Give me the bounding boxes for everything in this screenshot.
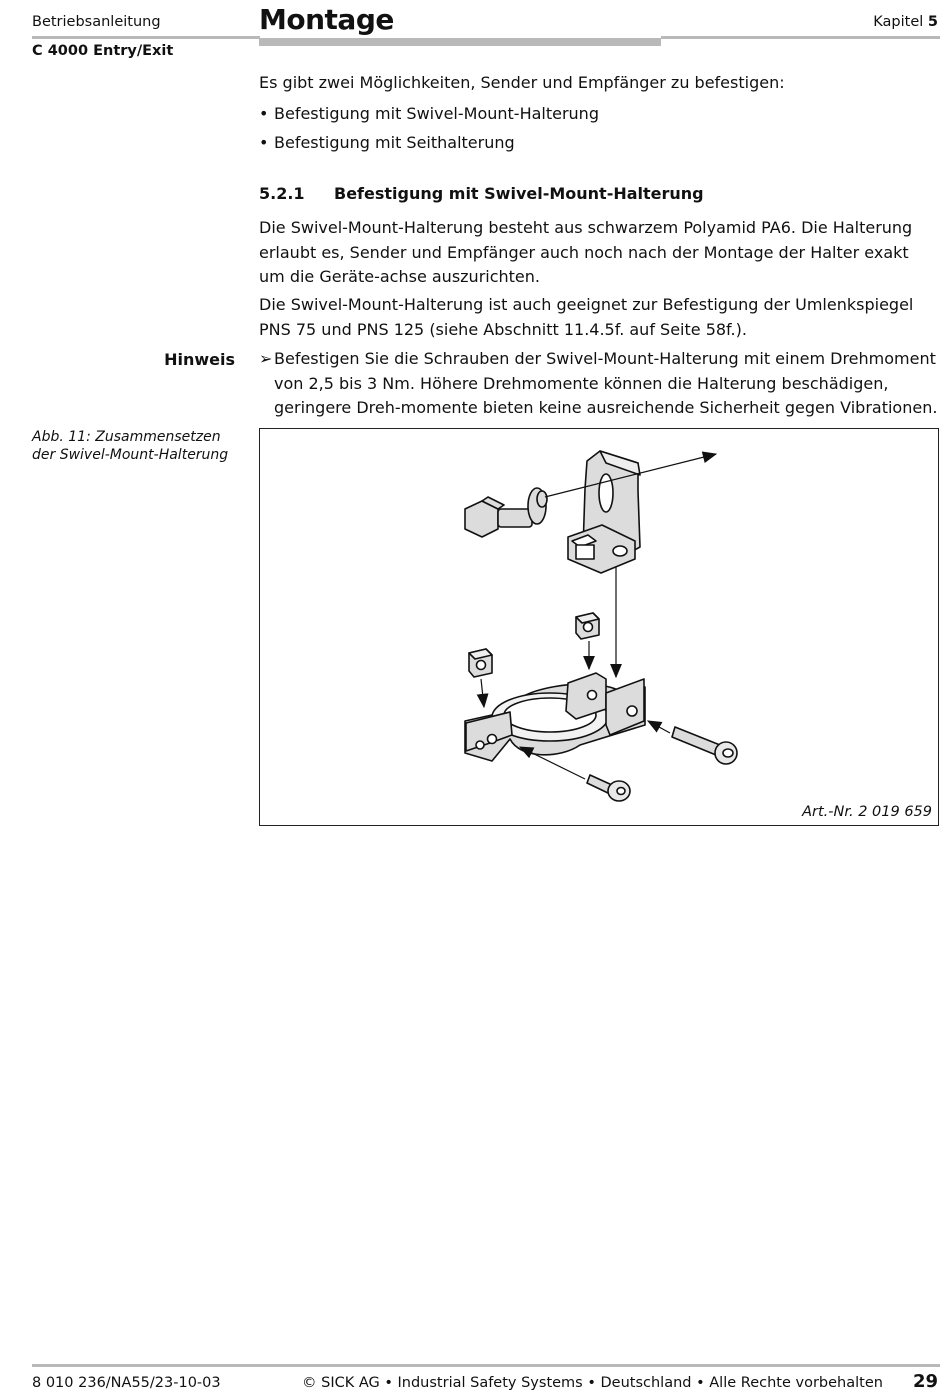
bullet-symbol: •	[259, 133, 269, 152]
bolt-with-washer-icon	[465, 488, 547, 537]
section-title: Befestigung mit Swivel-Mount-Halterung	[334, 184, 704, 203]
figure-frame	[259, 428, 939, 826]
nut-right-icon	[576, 613, 599, 639]
chapter-label: Kapitel	[873, 14, 924, 30]
page-number: 29	[912, 1371, 938, 1392]
header-rule-right	[661, 36, 940, 39]
header-rule-left	[32, 36, 260, 39]
title-bar	[259, 38, 661, 46]
swivel-upper-part-icon	[568, 451, 640, 573]
figure-caption: Abb. 11: Zusammensetzen der Swivel-Mount-Halterung	[32, 429, 229, 463]
screw-right-icon	[672, 727, 737, 764]
footer-rule	[32, 1364, 940, 1367]
swivel-mount-assembly-illustration	[260, 429, 938, 825]
nut-left-icon	[469, 649, 492, 677]
clamp-base-icon	[465, 673, 645, 761]
note-text: Befestigen Sie die Schrauben der Swivel-Mount-Halterung mit einem Drehmoment von 2,5 bis 3 Nm. Höhere Drehmomente können die Halterung beschädigen, geringere Dreh-momente bieten keine ausreichende Sicherheit gegen Vibrationen.	[274, 349, 938, 417]
intro-text: Es gibt zwei Möglichkeiten, Sender und Empfänger zu befestigen:	[259, 73, 785, 92]
article-number: Art.-Nr. 2 019 659	[802, 804, 932, 820]
bullet-text: Befestigung mit Swivel-Mount-Halterung	[274, 104, 599, 123]
chapter-indicator	[873, 14, 938, 30]
page-title: Montage	[259, 3, 394, 36]
note-label: Hinweis	[164, 350, 235, 369]
doc-type: Betriebsanleitung	[32, 14, 161, 30]
chapter-number: 5	[927, 14, 938, 30]
list-item	[259, 131, 515, 155]
doc-number: 8 010 236/NA55/23-10-03	[32, 1375, 221, 1391]
section-number: 5.2.1	[259, 184, 305, 203]
note-arrow-icon: ➢	[259, 349, 273, 368]
section-paragraph-2: Die Swivel-Mount-Halterung ist auch geeignet zur Befestigung der Umlenkspiegel PNS 75 und PNS 125 (siehe Abschnitt 11.4.5f. auf Seite 58f.).	[259, 295, 914, 339]
list-item	[259, 102, 599, 126]
bullet-text: Befestigung mit Seithalterung	[274, 133, 515, 152]
section-paragraph-1: Die Swivel-Mount-Halterung besteht aus schwarzem Polyamid PA6. Die Halterung erlaubt es, Sender und Empfänger auch noch nach der Montage der Halter exakt um die Geräte-achse auszurichten.	[259, 218, 913, 286]
product-name: C 4000 Entry/Exit	[32, 43, 174, 59]
arrow-screw-right	[648, 721, 670, 733]
bullet-symbol: •	[259, 104, 269, 123]
screw-bottom-icon	[587, 775, 630, 801]
copyright: © SICK AG • Industrial Safety Systems • Deutschland • Alle Rechte vorbehalten	[302, 1375, 883, 1391]
arrow-nut-left-down	[481, 679, 484, 707]
